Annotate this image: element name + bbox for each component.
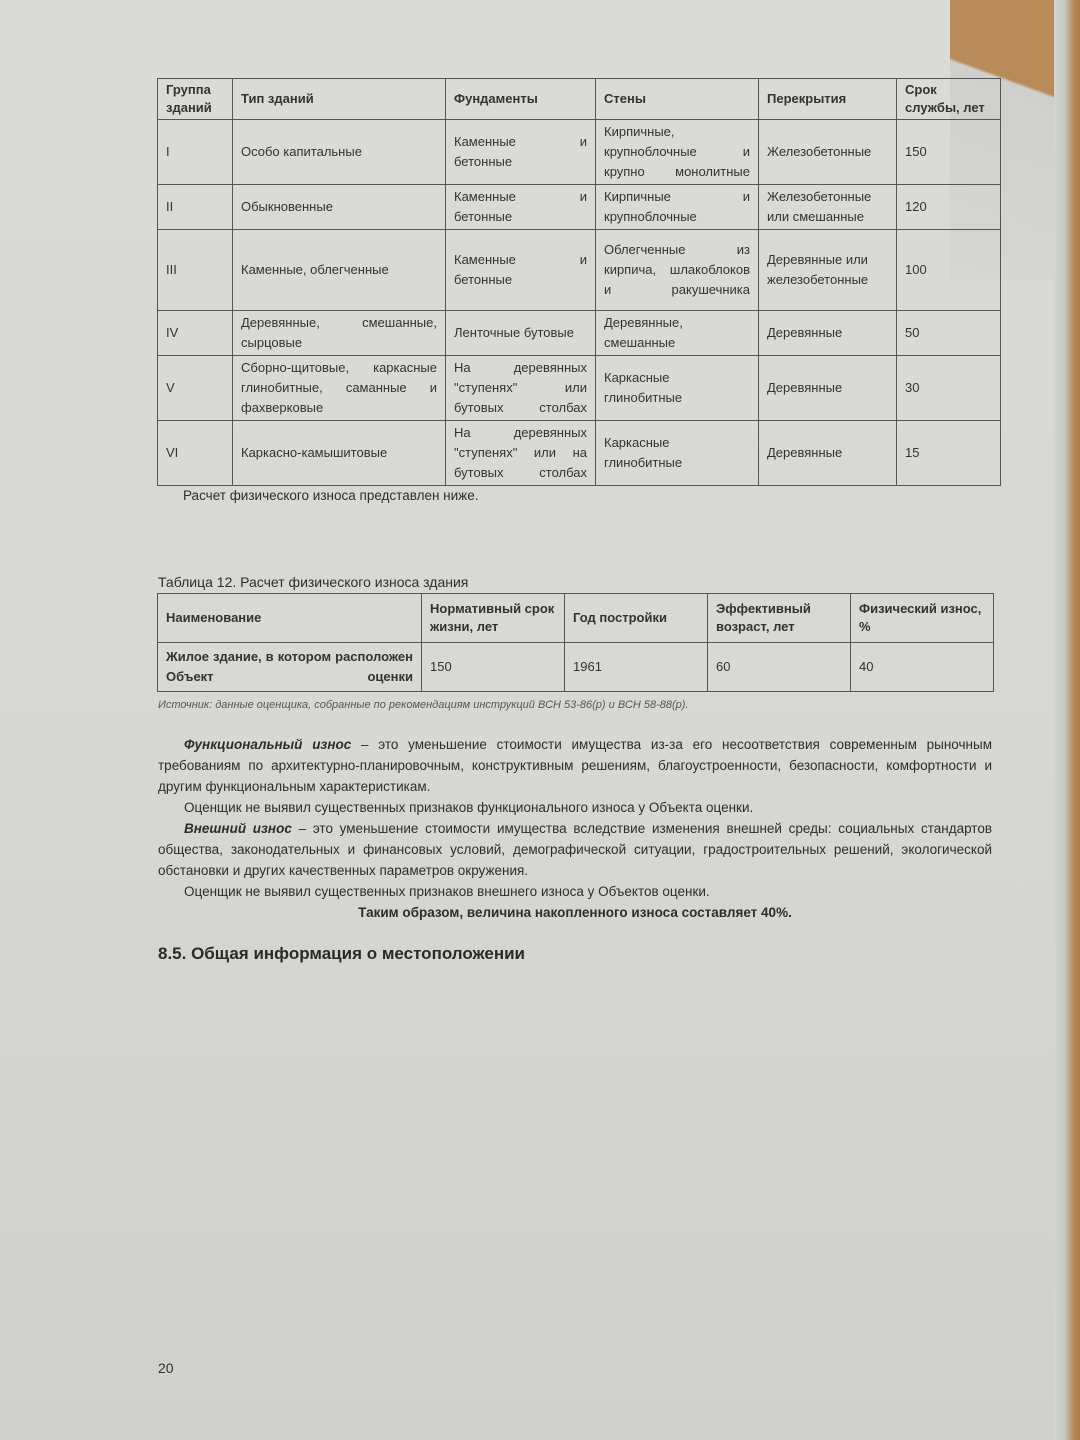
- functional-wear-conclusion: Оценщик не выявил существенных признаков функционального износа у Объекта оценки.: [184, 800, 754, 815]
- cell-type: Обыкновенные: [233, 185, 446, 230]
- header-foundation: Фундаменты: [446, 79, 596, 120]
- cell-type: Особо капитальные: [233, 120, 446, 185]
- header-life: Срок службы, лет: [897, 79, 1001, 120]
- header-normative-life: Нормативный срок жизни, лет: [422, 594, 565, 643]
- table-row: [158, 643, 994, 692]
- cell-type: Каркасно-камышитовые: [233, 421, 446, 486]
- header-name: Наименование: [158, 594, 422, 643]
- cell-foundation: Каменные и бетонные: [446, 120, 596, 185]
- header-group: Группа зданий: [158, 79, 233, 120]
- cell-life: 100: [897, 230, 1001, 311]
- cell-foundation: Каменные и бетонные: [446, 230, 596, 311]
- cell-walls: Облегченные из кирпича, шлакоблоков и ракушечника: [596, 230, 759, 311]
- total-wear-statement: Таким образом, величина накопленного износа составляет 40%.: [358, 905, 792, 920]
- cell-group: II: [158, 185, 233, 230]
- table-caption: Таблица 12. Расчет физического износа здания: [158, 574, 469, 590]
- cell-floors: Железобетонные или смешанные: [759, 185, 897, 230]
- table-row: [158, 356, 1001, 421]
- physical-wear-table: [157, 593, 994, 692]
- desk-edge: [1054, 0, 1080, 1440]
- cell-group: III: [158, 230, 233, 311]
- functional-wear-term: Функциональный износ: [184, 737, 352, 752]
- cell-type: Каменные, облегченные: [233, 230, 446, 311]
- header-effective-age: Эффективный возраст, лет: [708, 594, 851, 643]
- cell-life: 15: [897, 421, 1001, 486]
- cell-group: VI: [158, 421, 233, 486]
- page-number: 20: [158, 1360, 174, 1376]
- table-row: [158, 230, 1001, 311]
- cell-floors: Деревянные или железобетонные: [759, 230, 897, 311]
- section-heading: 8.5. Общая информация о местоположении: [158, 944, 525, 963]
- cell-foundation: На деревянных "ступенях" или бутовых столбах: [446, 356, 596, 421]
- cell-type: Деревянные, смешанные, сырцовые: [233, 311, 446, 356]
- header-floors: Перекрытия: [759, 79, 897, 120]
- cell-group: IV: [158, 311, 233, 356]
- cell-floors: Деревянные: [759, 311, 897, 356]
- cell-name: Жилое здание, в котором расположен Объект оценки: [158, 643, 422, 692]
- table-row: [158, 311, 1001, 356]
- cell-foundation: Ленточные бутовые: [446, 311, 596, 356]
- cell-foundation: Каменные и бетонные: [446, 185, 596, 230]
- cell-effective-age: 60: [708, 643, 851, 692]
- cell-walls: Каркасные глинобитные: [596, 356, 759, 421]
- cell-normative-life: 150: [422, 643, 565, 692]
- header-walls: Стены: [596, 79, 759, 120]
- cell-life: 30: [897, 356, 1001, 421]
- functional-wear-paragraph: [158, 734, 992, 797]
- cell-floors: Деревянные: [759, 356, 897, 421]
- cell-floors: Железобетонные: [759, 120, 897, 185]
- cell-floors: Деревянные: [759, 421, 897, 486]
- table-header-row: [158, 79, 1001, 120]
- cell-group: V: [158, 356, 233, 421]
- cell-foundation: На деревянных "ступенях" или на бутовых столбах: [446, 421, 596, 486]
- external-wear-text: – это уменьшение стоимости имущества вследствие изменения внешней среды: социальных стандартов общества, законодательных и финансовых условий, демографической ситуации, градостроительных решений, экологической обстановки и других качественных параметров окружения.: [158, 821, 993, 878]
- functional-wear-text: – это уменьшение стоимости имущества из-за его несоответствия современным рыночным требованиям по архитектурно-планировочным, конструктивным решениям, благоустроенности, безопасности, комфортности и другим функциональным характеристикам.: [158, 737, 992, 794]
- header-year-built: Год постройки: [565, 594, 708, 643]
- table-row: [158, 421, 1001, 486]
- header-type: Тип зданий: [233, 79, 446, 120]
- table-row: [158, 120, 1001, 185]
- cell-walls: Каркасные глинобитные: [596, 421, 759, 486]
- external-wear-conclusion: Оценщик не выявил существенных признаков внешнего износа у Объектов оценки.: [184, 884, 710, 899]
- header-wear: Физический износ, %: [851, 594, 994, 643]
- cell-group: I: [158, 120, 233, 185]
- external-wear-term: Внешний износ: [184, 821, 292, 836]
- table-header-row: [158, 594, 994, 643]
- cell-walls: Деревянные, смешанные: [596, 311, 759, 356]
- cell-walls: Кирпичные, крупноблочные и крупно монолитные: [596, 120, 759, 185]
- cell-year-built: 1961: [565, 643, 708, 692]
- cell-wear: 40: [851, 643, 994, 692]
- source-note: Источник: данные оценщика, собранные по рекомендациям инструкций ВСН 53-86(р) и ВСН 58-88(р).: [158, 699, 689, 711]
- table-row: [158, 185, 1001, 230]
- calc-intro-text: Расчет физического износа представлен ниже.: [183, 488, 479, 503]
- cell-life: 150: [897, 120, 1001, 185]
- cell-life: 120: [897, 185, 1001, 230]
- cell-type: Сборно-щитовые, каркасные глинобитные, саманные и фахверковые: [233, 356, 446, 421]
- cell-walls: Кирпичные и крупноблочные: [596, 185, 759, 230]
- building-types-table: [157, 78, 1001, 486]
- cell-life: 50: [897, 311, 1001, 356]
- external-wear-paragraph: [158, 818, 992, 881]
